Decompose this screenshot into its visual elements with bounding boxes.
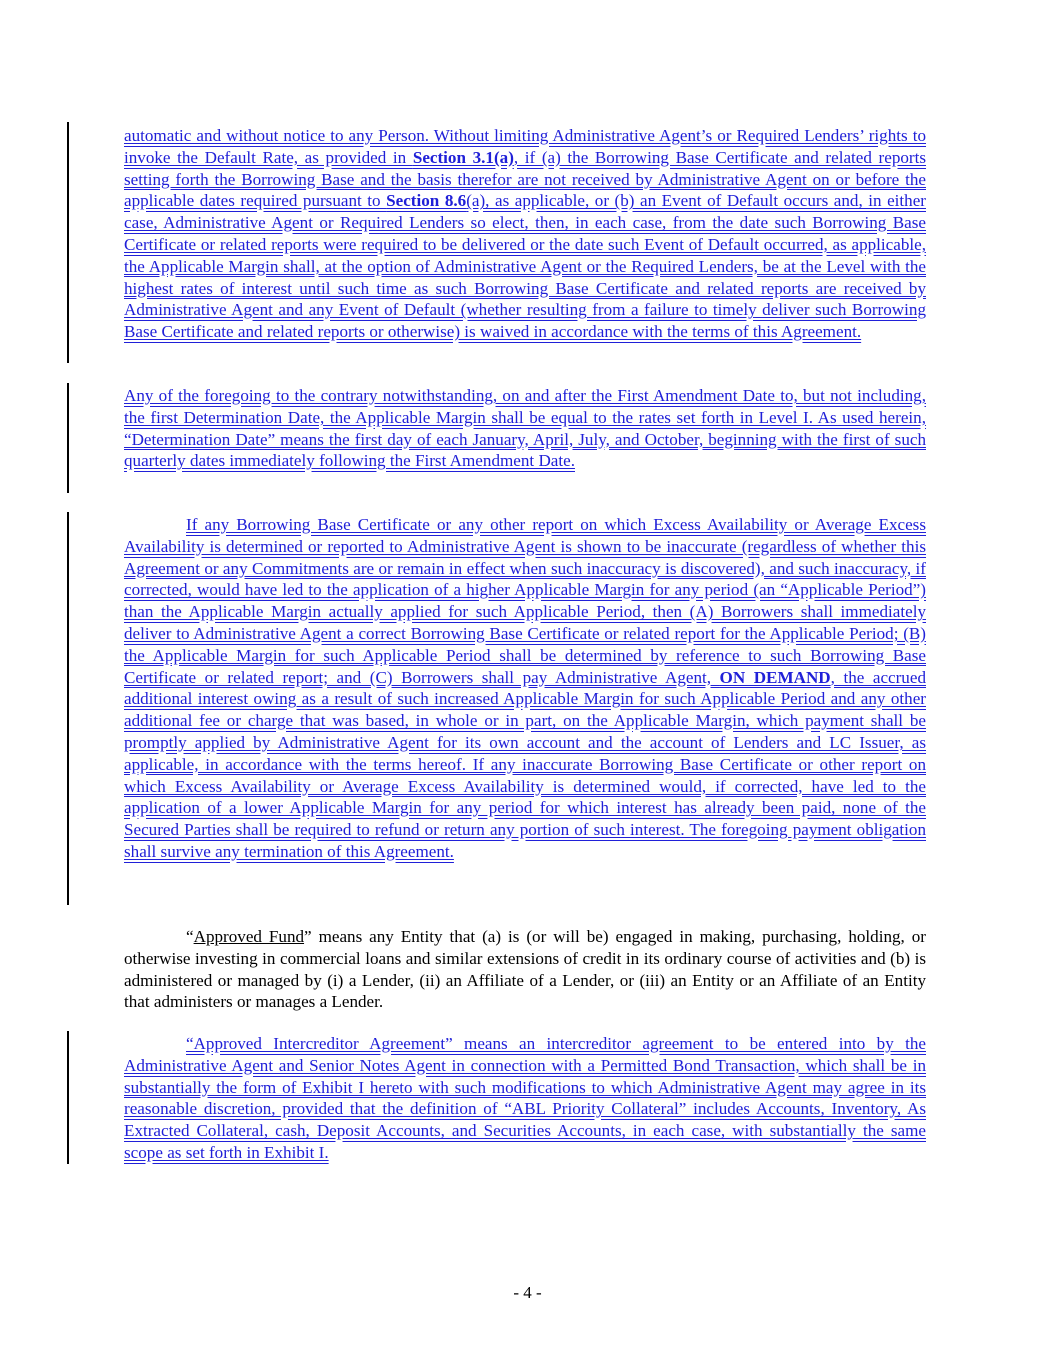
section-reference: Section 3.1(a)	[412, 147, 514, 167]
paragraph-text: ” means any Entity that (a) is (or will be) engaged in making, purchasing, holding, or otherwise investing in commercial loans and similar extensions of credit in its ordinary course of activities and (b) is administered or managed by (i) a Lender, (ii) an Affiliate of a Lender, or (iii) an Entity or an Affiliate of an Entity that administers or manages a Lender.	[124, 927, 926, 1012]
paragraph-text: automatic and without notice to any Person. Without limiting Administrative Agent’s or Required Lenders’ rights to invoke the Default Rate, as provided in	[124, 126, 926, 167]
page-number: - 4 -	[513, 1283, 542, 1302]
change-bar	[67, 512, 69, 905]
paragraph-text: If any Borrowing Base Certificate or any other report on which Excess Availability or Average Excess Availability is determined or reported to Administrative Agent is shown to be inaccurate (regardless of whether this Agreement or any Commitments are or remain in effect when such inaccuracy is discovered), and such inaccuracy, if corrected, would have led to the application of a higher Applicable Margin for any period (an “Applicable Period”) than the Applicable Margin actually applied for such Applicable Period, then (A) Borrowers shall immediately deliver to Administrative Agent a correct Borrowing Base Certificate or related report for the Applicable Period; (B) the Applicable Margin for such Applicable Period shall be determined by reference to such Borrowing Base Certificate or related report; and (C) Borrowers shall pay Administrative Agent,	[124, 515, 926, 687]
paragraph-text: Any of the foregoing to the contrary notwithstanding, on and after the First Amendment Date to, but not including, the first Determination Date, the Applicable Margin shall be equal to the rates set forth in Level I. As used herein, “Determination Date” means the first day of each January, April, July, and October, beginning with the first of such quarterly dates immediately following the First Amendment Date.	[124, 386, 926, 471]
definition-approved-fund	[124, 926, 926, 1013]
definition-approved-intercreditor-agreement	[124, 1033, 926, 1164]
defined-term: Approved Fund	[193, 927, 305, 946]
paragraph-text: , the accrued additional interest owing as a result of such increased Applicable Margin for such Applicable Period and any other additional fee or charge that was based, in whole or in part, on the Applicable Margin, which payment shall be promptly applied by Administrative Agent for its own account and the account of Lenders and LC Issuer, as applicable, in accordance with the terms hereof. If any inaccurate Borrowing Base Certificate or other report on which Excess Availability or Average Excess Availability is determined would, if corrected, have led to the application of a lower Applicable Margin for any period for which interest has already been paid, none of the Secured Parties shall be required to refund or return any portion of such interest. The foregoing payment obligation shall survive any termination of this Agreement.	[124, 667, 926, 861]
paragraph-text: “Approved Intercreditor Agreement” means an intercreditor agreement to be entered into by the Administrative Agent and Senior Notes Agent in connection with a Permitted Bond Transaction, which shall be in substantially the form of Exhibit I hereto with such modifications to which Administrative Agent may agree in its reasonable discretion, provided that the definition of “ABL Priority Collateral” includes Accounts, Inventory, As Extracted Collateral, cash, Deposit Accounts, and Securities Accounts, in each case, with substantially the same scope as set forth in Exhibit I.	[124, 1034, 926, 1162]
section-reference: Section 8.6	[386, 191, 467, 211]
quote-mark: “	[186, 927, 194, 946]
paragraph-inaccurate-certificate	[124, 514, 926, 863]
paragraph-text: , if (a) the Borrowing Base Certificate and related reports setting forth the Borrowing Base and the basis therefor are not received by Administrative Agent on or before the applicable dates required pursuant to	[124, 147, 927, 211]
paragraph-text: (a), as applicable, or (b) an Event of Default occurs and, in either case, Administrative Agent or Required Lenders so elect, then, in each case, from the date such Borrowing Base Certificate or related reports were required to be delivered or the date such Event of Default occurred, as applicable, the Applicable Margin shall, at the option of Administrative Agent or the Required Lenders, be at the Level with the highest rates of interest until such time as such Borrowing Base Certificate and related reports are received by Administrative Agent and any Event of Default (whether resulting from a failure to timely deliver such Borrowing Base Certificate and related reports or otherwise) is waived in accordance with the terms of this Agreement.	[124, 191, 926, 342]
paragraph-determination-date	[124, 385, 926, 472]
change-bar	[67, 122, 69, 363]
paragraph-default-rate	[124, 125, 926, 343]
change-bar	[67, 383, 69, 493]
change-bar	[67, 1031, 69, 1164]
emphasis-text: ON DEMAND	[719, 667, 831, 687]
